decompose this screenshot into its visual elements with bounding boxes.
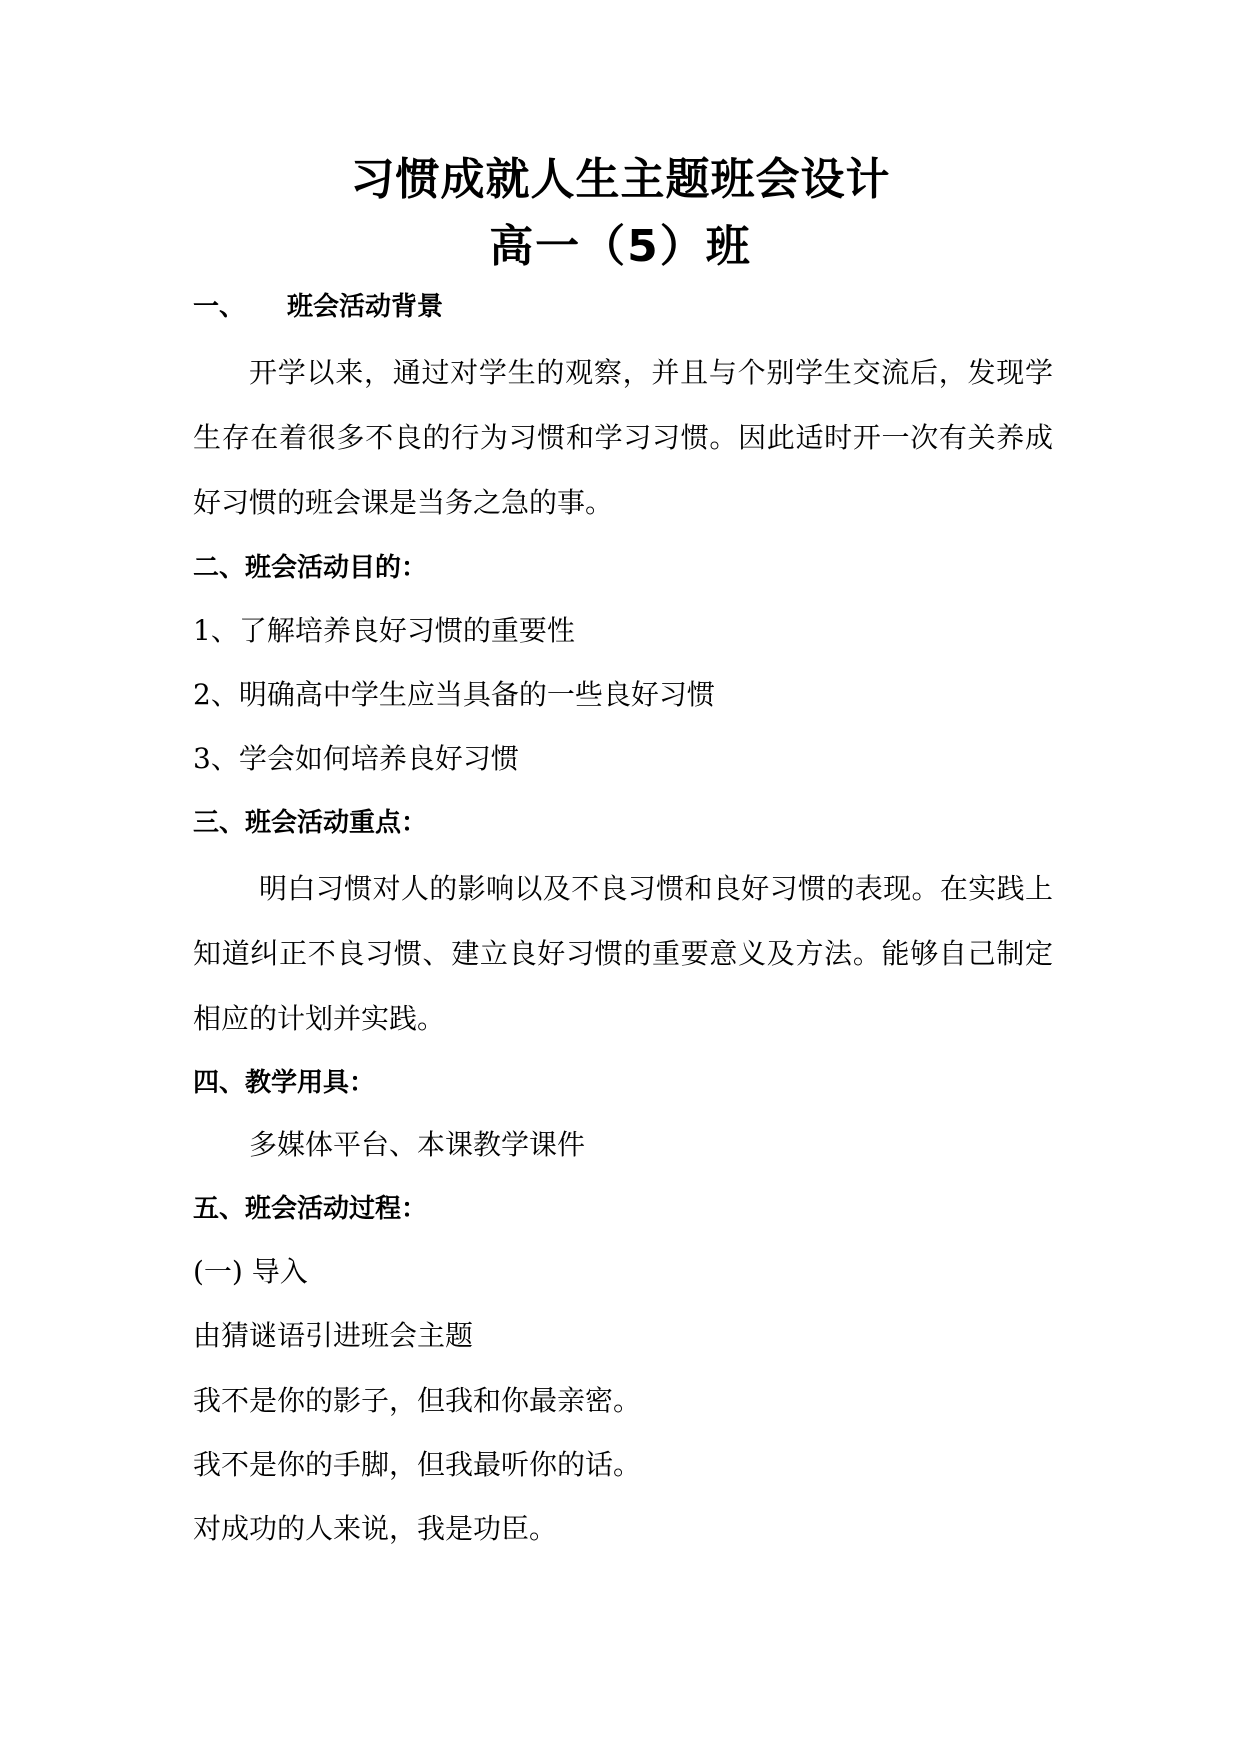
section-title: 班会活动背景 [287,292,444,322]
purpose-item-1: 1、了解培养良好习惯的重要性 [193,614,575,647]
section-heading-purpose: 二、班会活动目的： [193,553,428,583]
riddle-line-3: 对成功的人来说，我是功臣。 [193,1512,558,1545]
riddle-line-2: 我不是你的手脚，但我最听你的话。 [193,1448,642,1481]
purpose-item-2: 2、明确高中学生应当具备的一些良好习惯 [193,678,715,711]
section-heading-focus: 三、班会活动重点： [193,808,428,838]
process-intro-text: 由猜谜语引进班会主题 [193,1319,474,1352]
process-step-intro: (一) 导入 [193,1255,308,1288]
riddle-line-1: 我不是你的影子，但我和你最亲密。 [193,1384,642,1417]
class-name-title: 高一（5）班 [489,221,752,272]
purpose-item-3: 3、学会如何培养良好习惯 [193,742,519,775]
focus-paragraph: 明白习惯对人的影响以及不良习惯和良好习惯的表现。在实践上知道纠正不良习惯、建立良好习惯的重要意义及方法。能够自己制定相应的计划并实践。 [193,872,1053,1035]
background-paragraph: 开学以来，通过对学生的观察，并且与个别学生交流后，发现学生存在着很多不良的行为习惯和学习习惯。因此适时开一次有关养成好习惯的班会课是当务之急的事。 [193,356,1053,519]
section-heading-background [193,294,443,320]
section-number: 一、 [193,292,246,322]
section-heading-tools: 四、教学用具： [193,1068,376,1098]
document-title: 习惯成就人生主题班会设计 [350,154,891,205]
section-heading-process: 五、班会活动过程： [193,1194,428,1224]
tools-text: 多媒体平台、本课教学课件 [249,1128,586,1161]
